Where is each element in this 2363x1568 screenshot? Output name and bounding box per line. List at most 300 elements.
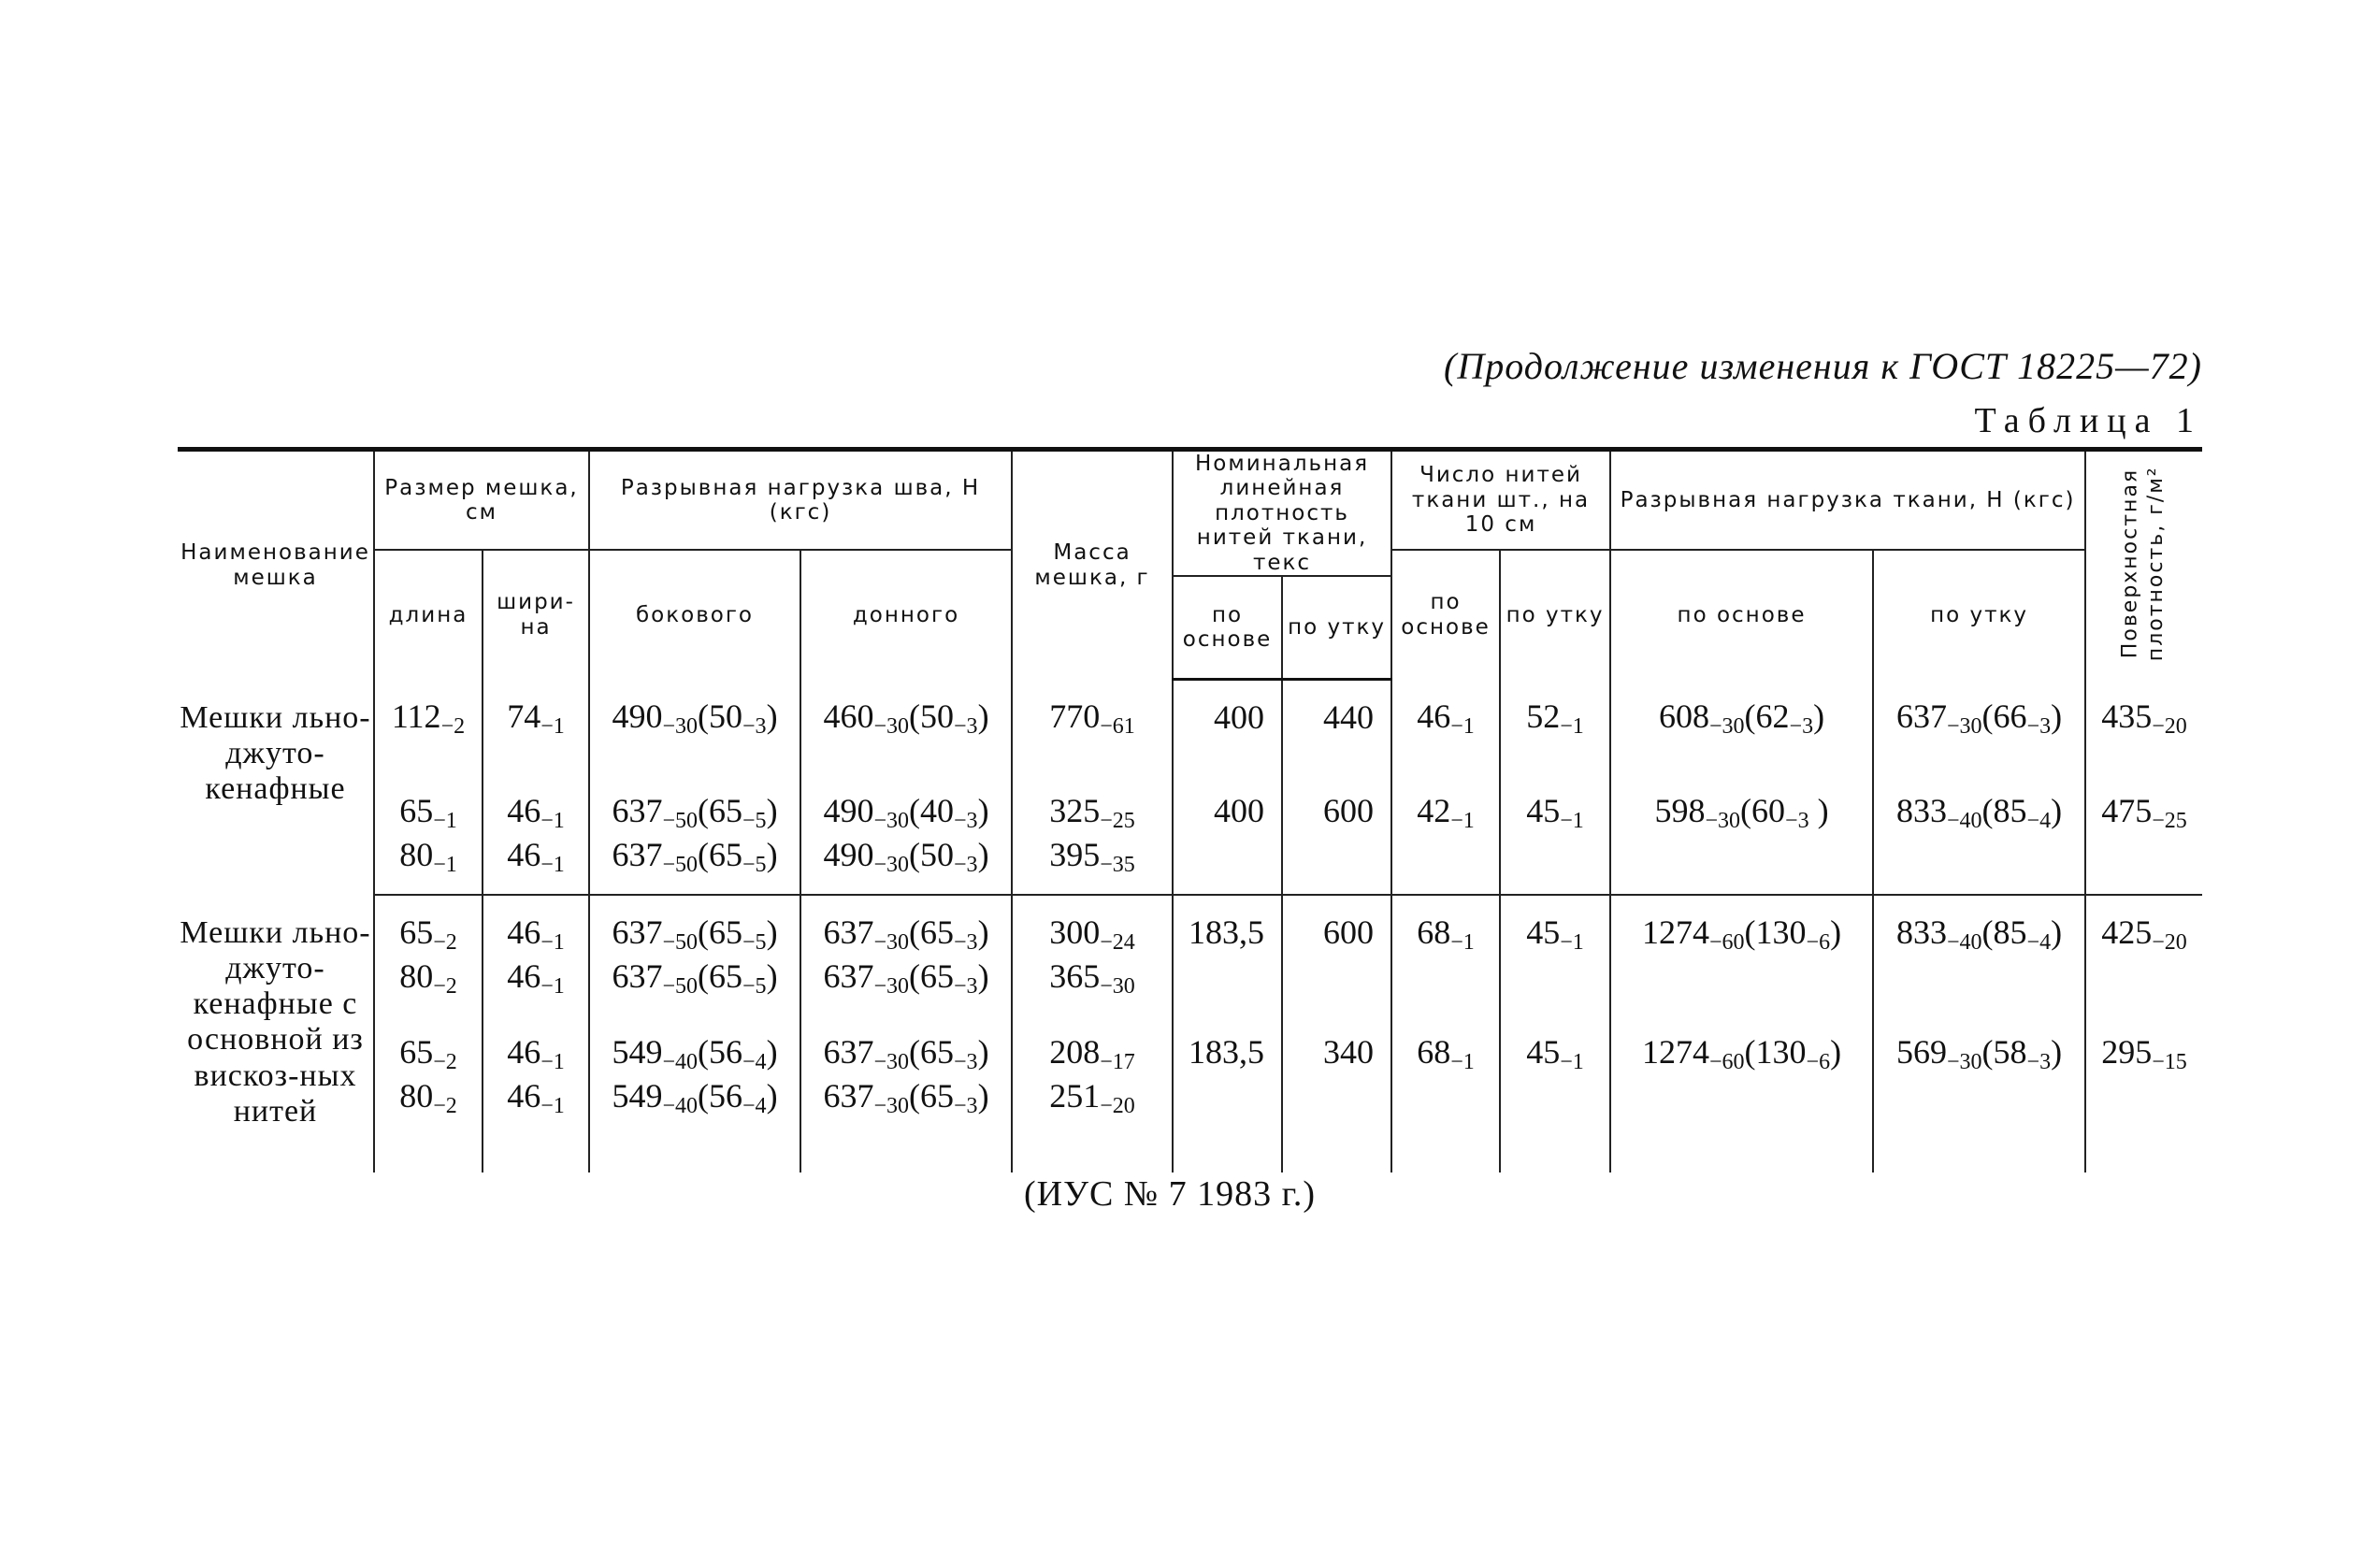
tolerance-subscript: −50 (662, 853, 699, 878)
tolerance-subscript: −30 (662, 713, 699, 739)
tolerance-subscript: −1 (1450, 1050, 1475, 1075)
value-part: 80 (399, 836, 434, 874)
document-continuation-title: (Продолжение изменения к ГОСТ 18225—72) (1444, 345, 2202, 387)
cell-count-warp (1391, 895, 1500, 1015)
value-part: 68 (1417, 913, 1451, 952)
tolerance-subscript: −30 (873, 974, 910, 1000)
value-part: 46 (507, 792, 541, 830)
value-part: (50 (698, 697, 743, 735)
value-line (483, 697, 588, 741)
cell-count-weft (1500, 774, 1610, 895)
value-part: ) (1813, 697, 1825, 735)
table-row (178, 774, 2202, 895)
value-part: 637 (612, 913, 663, 952)
value-line (2086, 1032, 2202, 1076)
value-line (2086, 697, 2202, 741)
header-width: шири-на (483, 550, 589, 680)
value-part: 569 (1895, 1033, 1947, 1072)
value-line (1392, 791, 1499, 835)
value-line (1874, 913, 2084, 957)
value-part: ) (2051, 913, 2063, 952)
value-line (1501, 913, 1609, 957)
value-part: (65 (909, 957, 955, 996)
tolerance-subscript: −60 (1708, 930, 1745, 956)
value-line (1013, 791, 1172, 835)
bag-name-cell: Мешки льно-джуто-кенафные с основной из вискоз-ных нитей (178, 895, 374, 1172)
value-line (590, 1032, 800, 1076)
tolerance-subscript: −30 (873, 1094, 910, 1119)
tolerance-subscript: −3 (1785, 809, 1809, 834)
tolerance-subscript: −1 (433, 853, 457, 878)
value-part: ) (977, 957, 989, 996)
value-part: ) (766, 913, 778, 952)
cell-count-warp (1391, 1015, 1500, 1172)
tolerance-subscript: −1 (1450, 930, 1475, 956)
value-line (483, 791, 588, 835)
table-body (178, 680, 2202, 1173)
tolerance-subscript: −50 (662, 974, 699, 1000)
tolerance-subscript: −6 (1806, 930, 1831, 956)
tolerance-subscript: −30 (873, 1050, 910, 1075)
cell-load-weft (1873, 1015, 2085, 1172)
tolerance-subscript: −3 (954, 713, 978, 739)
value-part: (56 (698, 1033, 743, 1072)
value-part: 833 (1895, 913, 1947, 952)
cell-surface (2085, 774, 2202, 895)
tolerance-subscript: −3 (954, 1050, 978, 1075)
value-part: ) (977, 1077, 989, 1115)
cell-load-warp (1610, 774, 1873, 895)
value-part: 1274 (1641, 913, 1709, 952)
value-part: 475 (2101, 792, 2153, 830)
header-name: Наименование мешка (178, 450, 374, 680)
value-line (801, 913, 1011, 957)
cell-density-warp: 400 (1173, 774, 1282, 895)
value-part: ) (2051, 792, 2063, 830)
value-line (1501, 791, 1609, 835)
tolerance-subscript: −24 (1100, 930, 1135, 956)
tolerance-subscript: −2 (433, 974, 457, 1000)
tolerance-subscript: −3 (954, 809, 978, 834)
value-line (590, 835, 800, 879)
tolerance-subscript: −4 (742, 1094, 767, 1119)
tolerance-subscript: −40 (662, 1094, 699, 1119)
tolerance-subscript: −3 (2026, 713, 2052, 739)
value-line (1013, 957, 1172, 1000)
value-line (1392, 913, 1499, 957)
value-part: 251 (1049, 1077, 1101, 1115)
value-line (1611, 697, 1872, 741)
value-line (1013, 913, 1172, 957)
tolerance-subscript: −30 (873, 930, 910, 956)
cell-density-weft: 600 (1282, 895, 1391, 1015)
value-part: 45 (1526, 913, 1561, 952)
value-line (1392, 697, 1499, 741)
header-count-warp: по основе (1391, 550, 1500, 680)
value-line (2086, 791, 2202, 835)
value-line (483, 835, 588, 879)
value-line (375, 697, 482, 741)
value-line (1611, 791, 1872, 835)
tolerance-subscript: −1 (1560, 713, 1584, 739)
value-part: 65 (399, 792, 434, 830)
value-part: (65 (698, 792, 743, 830)
cell-load-weft (1873, 774, 2085, 895)
value-part: (56 (698, 1077, 743, 1115)
table-row (178, 1015, 2202, 1172)
header-density-warp: по основе (1173, 576, 1282, 680)
header-size: Размер мешка, см (374, 450, 589, 551)
tolerance-subscript: −4 (2026, 809, 2052, 834)
value-part: 45 (1526, 792, 1561, 830)
value-part: 46 (507, 957, 541, 996)
bag-specs-table (178, 447, 2202, 1172)
tolerance-subscript: −2 (433, 1094, 457, 1119)
cell-surface (2085, 895, 2202, 1015)
tolerance-subscript: −1 (540, 853, 565, 878)
value-part: (66 (1981, 697, 2027, 735)
value-part: (65 (698, 913, 743, 952)
value-part: 637 (612, 836, 663, 874)
tolerance-subscript: −3 (954, 974, 978, 1000)
value-line (1874, 1032, 2084, 1076)
tolerance-subscript: −25 (2152, 809, 2187, 834)
value-line (590, 791, 800, 835)
tolerance-subscript: −1 (540, 1094, 565, 1119)
tolerance-subscript: −30 (873, 713, 910, 739)
tolerance-subscript: −61 (1100, 713, 1135, 739)
cell-side (589, 680, 800, 775)
value-part: 490 (612, 697, 663, 735)
value-part: 549 (612, 1077, 663, 1115)
value-part: 42 (1417, 792, 1451, 830)
cell-load-warp (1610, 895, 1873, 1015)
header-count-weft: по утку (1500, 550, 1610, 680)
value-line (375, 835, 482, 879)
value-part: ) (1808, 792, 1829, 830)
value-part: ) (977, 697, 989, 735)
value-part: ) (766, 1077, 778, 1115)
value-part: ) (766, 792, 778, 830)
value-part: (130 (1744, 913, 1807, 952)
table-label: Таблица 1 (1974, 401, 2202, 440)
tolerance-subscript: −20 (2152, 713, 2187, 739)
value-line (801, 957, 1011, 1000)
tolerance-subscript: −5 (742, 809, 767, 834)
tolerance-subscript: −5 (742, 930, 767, 956)
header-density: Номинальная линейная плотность нитей ткани, текс (1173, 450, 1391, 577)
tolerance-subscript: −1 (1450, 809, 1475, 834)
value-part: ) (977, 836, 989, 874)
value-line (375, 1032, 482, 1076)
value-part: 637 (612, 792, 663, 830)
header-length: длина (374, 550, 483, 680)
tolerance-subscript: −20 (2152, 930, 2187, 956)
value-part: 637 (823, 957, 874, 996)
tolerance-subscript: −4 (2026, 930, 2052, 956)
value-line (801, 697, 1011, 741)
tolerance-subscript: −17 (1100, 1050, 1135, 1075)
value-part: 395 (1049, 836, 1101, 874)
cell-count-warp (1391, 774, 1500, 895)
value-line (483, 1076, 588, 1120)
value-part: (65 (698, 957, 743, 996)
tolerance-subscript: −1 (433, 809, 457, 834)
value-line (1392, 1032, 1499, 1076)
value-part: 112 (391, 697, 441, 735)
value-part: ) (2051, 1033, 2063, 1072)
value-line (483, 913, 588, 957)
value-part: 65 (399, 913, 434, 952)
tolerance-subscript: −1 (540, 809, 565, 834)
cell-load-warp (1610, 1015, 1873, 1172)
tolerance-subscript: −1 (540, 930, 565, 956)
cell-density-weft: 340 (1282, 1015, 1391, 1172)
value-part: 770 (1049, 697, 1101, 735)
cell-count-weft (1500, 680, 1610, 775)
tolerance-subscript: −6 (1806, 1050, 1831, 1075)
tolerance-subscript: −30 (1708, 713, 1745, 739)
tolerance-subscript: −1 (540, 713, 565, 739)
cell-side (589, 895, 800, 1015)
header-fabric-load: Разрывная нагрузка ткани, Н (кгс) (1610, 450, 2085, 551)
value-line (801, 791, 1011, 835)
value-line (590, 957, 800, 1000)
value-part: 46 (1417, 697, 1451, 735)
value-part: ) (766, 1033, 778, 1072)
cell-count-weft (1500, 1015, 1610, 1172)
tolerance-subscript: −30 (873, 809, 910, 834)
cell-width (483, 1015, 589, 1172)
value-part: ) (766, 957, 778, 996)
tolerance-subscript: −1 (540, 1050, 565, 1075)
tolerance-subscript: −3 (954, 853, 978, 878)
cell-surface (2085, 1015, 2202, 1172)
value-line (590, 1076, 800, 1120)
value-part: (65 (909, 1077, 955, 1115)
cell-mass (1012, 895, 1173, 1015)
value-part: 549 (612, 1033, 663, 1072)
cell-mass (1012, 680, 1173, 775)
cell-side (589, 1015, 800, 1172)
header-thread-count: Число нитей ткани шт., на 10 см (1391, 450, 1610, 551)
value-part: 208 (1049, 1033, 1101, 1072)
value-part: (40 (909, 792, 955, 830)
bag-name-cell: Мешки льно-джуто-кенафные (178, 680, 374, 896)
value-line (2086, 913, 2202, 957)
value-part: (65 (909, 1033, 955, 1072)
value-line (1013, 1032, 1172, 1076)
cell-load-weft (1873, 680, 2085, 775)
cell-length (374, 680, 483, 775)
table-row (178, 895, 2202, 1015)
tolerance-subscript: −40 (662, 1050, 699, 1075)
tolerance-subscript: −1 (540, 974, 565, 1000)
tolerance-subscript: −1 (1560, 1050, 1584, 1075)
tolerance-subscript: −3 (954, 930, 978, 956)
value-part: 46 (507, 836, 541, 874)
value-part: 637 (1895, 697, 1947, 735)
footnote: (ИУС № 7 1983 г.) (1024, 1174, 1317, 1214)
value-part: 637 (823, 1033, 874, 1072)
value-part: 46 (507, 1033, 541, 1072)
value-part: 45 (1526, 1033, 1561, 1072)
cell-surface (2085, 680, 2202, 775)
value-part: 637 (612, 957, 663, 996)
value-part: ) (977, 913, 989, 952)
value-part: 637 (823, 1077, 874, 1115)
value-part: 325 (1049, 792, 1101, 830)
value-part: 598 (1654, 792, 1706, 830)
value-part: (50 (909, 836, 955, 874)
value-line (801, 835, 1011, 879)
value-part: 608 (1658, 697, 1709, 735)
tolerance-subscript: −2 (433, 1050, 457, 1075)
value-line (483, 1032, 588, 1076)
value-part: (58 (1981, 1033, 2027, 1072)
tolerance-subscript: −40 (1946, 930, 1982, 956)
value-part: 295 (2101, 1033, 2153, 1072)
value-part: 637 (823, 913, 874, 952)
header-load-warp: по основе (1610, 550, 1873, 680)
value-line (801, 1032, 1011, 1076)
tolerance-subscript: −50 (662, 930, 699, 956)
header-side-seam: бокового (589, 550, 800, 680)
tolerance-subscript: −5 (742, 853, 767, 878)
value-part: 1274 (1641, 1033, 1709, 1072)
value-part: (50 (909, 697, 955, 735)
value-part: ) (766, 697, 778, 735)
value-part: ) (1830, 1033, 1842, 1072)
tolerance-subscript: −3 (954, 1094, 978, 1119)
tolerance-subscript: −50 (662, 809, 699, 834)
tolerance-subscript: −30 (873, 853, 910, 878)
tolerance-subscript: −15 (2152, 1050, 2187, 1075)
value-part: 68 (1417, 1033, 1451, 1072)
cell-density-weft: 600 (1282, 774, 1391, 895)
value-part: 80 (399, 957, 434, 996)
value-part: (85 (1981, 913, 2027, 952)
cell-bottom (800, 680, 1012, 775)
tolerance-subscript: −25 (1100, 809, 1135, 834)
value-part: 425 (2101, 913, 2153, 952)
header-bottom-seam: донного (800, 550, 1012, 680)
tolerance-subscript: −30 (1705, 809, 1741, 834)
cell-count-weft (1500, 895, 1610, 1015)
cell-load-weft (1873, 895, 2085, 1015)
header-seam-load: Разрывная нагрузка шва, Н (кгс) (589, 450, 1012, 551)
value-part: 80 (399, 1077, 434, 1115)
value-line (801, 1076, 1011, 1120)
value-line (590, 697, 800, 741)
value-part: ) (2051, 697, 2063, 735)
cell-width (483, 895, 589, 1015)
cell-density-warp: 183,5 (1173, 1015, 1282, 1172)
cell-bottom (800, 1015, 1012, 1172)
tolerance-subscript: −35 (1100, 853, 1135, 878)
tolerance-subscript: −1 (1560, 930, 1584, 956)
header-surface-density: Поверхностная плотность, г/м² (2085, 450, 2202, 680)
value-line (1013, 1076, 1172, 1120)
value-part: ) (977, 792, 989, 830)
cell-mass (1012, 774, 1173, 895)
value-part: 490 (823, 792, 874, 830)
cell-count-warp (1391, 680, 1500, 775)
cell-width (483, 680, 589, 775)
cell-density-warp: 400 (1173, 680, 1282, 775)
value-part: (65 (698, 836, 743, 874)
value-part: (130 (1744, 1033, 1807, 1072)
value-part: 74 (507, 697, 541, 735)
cell-bottom (800, 774, 1012, 895)
tolerance-subscript: −4 (742, 1050, 767, 1075)
tolerance-subscript: −1 (1560, 809, 1584, 834)
header-mass: Масса мешка, г (1012, 450, 1173, 680)
tolerance-subscript: −2 (440, 713, 466, 739)
value-line (375, 791, 482, 835)
value-line (1611, 1032, 1872, 1076)
cell-bottom (800, 895, 1012, 1015)
value-part: ) (766, 836, 778, 874)
value-line (590, 913, 800, 957)
tolerance-subscript: −30 (1946, 1050, 1982, 1075)
value-part: 46 (507, 913, 541, 952)
cell-length (374, 774, 483, 895)
value-part: ) (977, 1033, 989, 1072)
tolerance-subscript: −30 (1946, 713, 1982, 739)
value-part: 833 (1895, 792, 1947, 830)
tolerance-subscript: −3 (2026, 1050, 2052, 1075)
value-part: (85 (1981, 792, 2027, 830)
value-line (1013, 835, 1172, 879)
tolerance-subscript: −30 (1100, 974, 1135, 1000)
value-part: 52 (1526, 697, 1561, 735)
value-line (1013, 697, 1172, 741)
value-line (1611, 913, 1872, 957)
tolerance-subscript: −3 (1789, 713, 1814, 739)
cell-side (589, 774, 800, 895)
value-part: 300 (1049, 913, 1101, 952)
value-line (483, 957, 588, 1000)
value-line (1874, 697, 2084, 741)
cell-density-weft: 440 (1282, 680, 1391, 775)
tolerance-subscript: −20 (1100, 1094, 1135, 1119)
tolerance-subscript: −1 (1450, 713, 1475, 739)
value-part: ) (1830, 913, 1842, 952)
value-part: 46 (507, 1077, 541, 1115)
tolerance-subscript: −5 (742, 974, 767, 1000)
tolerance-subscript: −3 (742, 713, 767, 739)
value-line (375, 957, 482, 1000)
tolerance-subscript: −2 (433, 930, 457, 956)
value-part: 65 (399, 1033, 434, 1072)
value-line (1874, 791, 2084, 835)
tolerance-subscript: −60 (1708, 1050, 1745, 1075)
value-line (1501, 1032, 1609, 1076)
value-line (375, 913, 482, 957)
header-load-weft: по утку (1873, 550, 2085, 680)
value-part: (65 (909, 913, 955, 952)
cell-density-warp: 183,5 (1173, 895, 1282, 1015)
value-part: 435 (2101, 697, 2153, 735)
cell-width (483, 774, 589, 895)
cell-load-warp (1610, 680, 1873, 775)
value-part: 460 (823, 697, 874, 735)
header-density-weft: по утку (1282, 576, 1391, 680)
cell-length (374, 895, 483, 1015)
value-part: 490 (823, 836, 874, 874)
value-line (375, 1076, 482, 1120)
